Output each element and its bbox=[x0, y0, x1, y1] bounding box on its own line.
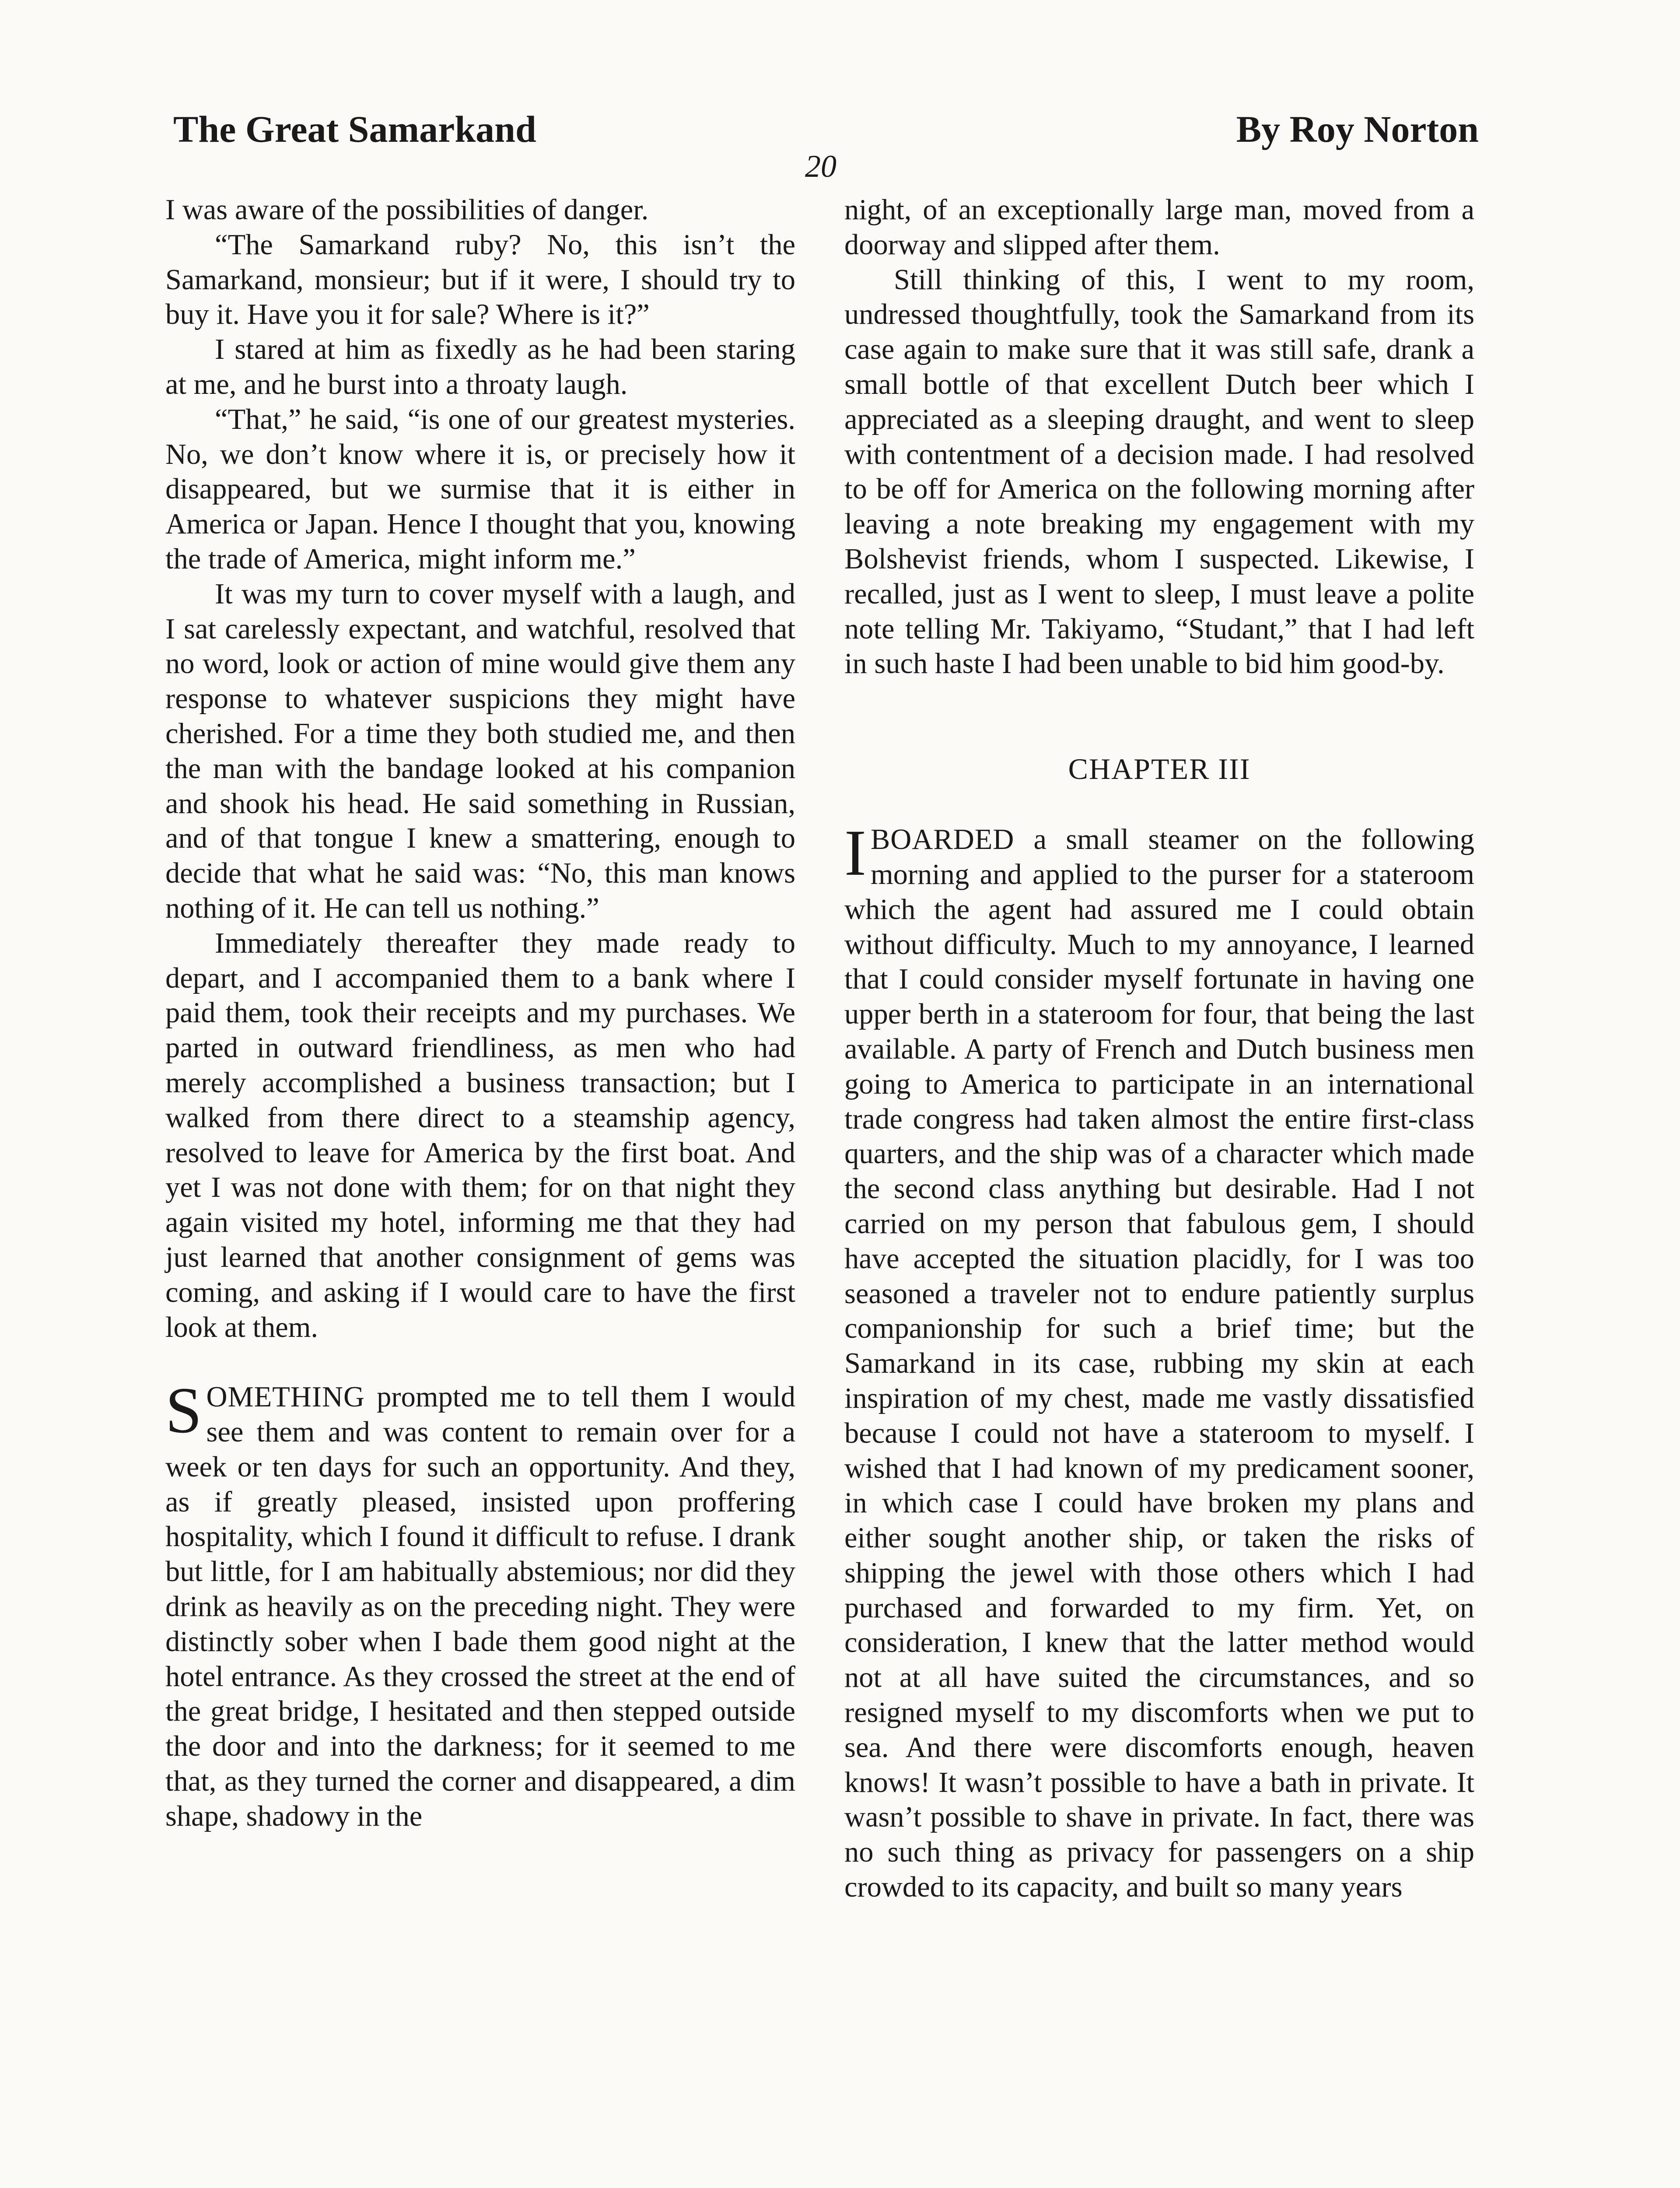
paragraph: “The Samarkand ruby? No, this isn’t the Samarkand, monsieur; but if it were, I should try to buy it. Have you it for sale? Where is it?” bbox=[165, 228, 795, 331]
paragraph: I was aware of the possibilities of danger. bbox=[165, 194, 649, 226]
paragraph: Still thinking of this, I went to my room, undressed thoughtfully, took the Samarkand from its case again to make sure that it was still safe, drank a small bottle of that excellent Dutch beer which I appreciated as a sleeping draught, and went to sleep with contentment of a decision made. I had resolved to be off for America on the following morning after leaving a note breaking my engagement with my Bolshevist friends, whom I suspected. Likewise, I recalled, just as I went to sleep, I must leave a polite note telling Mr. Takiyamo, “Studant,” that I had left in such haste I had been unable to bid him good-by. bbox=[844, 263, 1474, 680]
paragraph: I stared at him as fixedly as he had been staring at me, and he burst into a throaty laugh. bbox=[165, 333, 795, 400]
paragraph: It was my turn to cover myself with a laugh, and I sat carelessly expectant, and watchful, resolved that no word, look or action of mine would give them any response to whatever suspicions they might have cherished. For a time they both studied me, and then the man with the bandage looked at his companion and shook his head. He said something in Russian, and of that tongue I knew a smattering, enough to decide that what he said was: “No, this man knows nothing of it. He can tell us nothing.” bbox=[165, 578, 795, 924]
small-caps-lead: BOARDED bbox=[870, 824, 1015, 856]
paragraph-text: a small steamer on the following morning and applied to the purser for a stateroom which the agent had assured me I could obtain without difficulty. Much to my annoyance, I learned that I could consider myself fortunate in having one upper berth in a stateroom for four, that being the last available. A party of French and Dutch business men going to America to participate in an international trade congress had taken almost the entire first-class quarters, and the ship was of a character which made the second class anything but desirable. Had I not carried on my person that fabulous gem, I should have accepted the situation placidly, for I was too seasoned a traveler not to endure patiently surplus companionship for such a brief time; but the Samarkand in its case, rubbing my skin at each inspiration of my chest, made me vastly dissatisfied because I could not have a stateroom to myself. I wished that I had known of my predicament sooner, in which case I could have broken my plans and either sought another ship, or taken the risks of shipping the jewel with those others which I had purchased and forwarded to my firm. Yet, on consideration, I knew that the latter method would not at all have suited the circumstances, and so resigned myself to my discomforts when we put to sea. And there were discomforts enough, heaven knows! It wasn’t possible to have a bath in private. It wasn’t possible to shave in private. In fact, there was no such thing as privacy for passengers on a ship crowded to its capacity, and built so many years bbox=[844, 824, 1474, 1904]
small-caps-lead: OMETHING bbox=[206, 1381, 365, 1413]
drop-cap: S bbox=[165, 1374, 202, 1447]
drop-cap: I bbox=[844, 817, 866, 890]
paragraph: “That,” he said, “is one of our greatest mysteries. No, we don’t know where it is, or precisely how it disappeared, but we surmise that it is either in America or Japan. Hence I thought that you, knowing the trade of America, might inform me.” bbox=[165, 403, 795, 575]
paragraph: Immediately thereafter they made ready to depart, and I accompanied them to a bank where I paid them, took their receipts and my purchases. We parted in outward friendliness, as men who had merely accomplished a business transaction; but I walked from there direct to a steamship agency, resolved to leave for America by the first boat. And yet I was not done with them; for on that night they again visited my hotel, informing me that they had just learned that another consignment of gems was coming, and asking if I would care to have the first look at them. bbox=[165, 927, 795, 1343]
page-number: 20 bbox=[805, 149, 836, 184]
story-author: By Roy Norton bbox=[1236, 108, 1479, 150]
paragraph-text: prompted me to tell them I would see them and was content to remain over for a week or ten days for such an opportunity. And they, as if greatly pleased, insisted upon proffering hospitality, which I found it difficult to refuse. I drank but little, for I am habitually abstemious; nor did they drink as heavily as on the preceding night. They were distinctly sober when I bade them good night at the hotel entrance. As they crossed the street at the end of the great bridge, I hesitated and then stepped outside the door and into the darkness; for it seemed to me that, as they turned the corner and disappeared, a dim shape, shadowy in the bbox=[165, 1381, 795, 1832]
left-column bbox=[165, 193, 795, 1834]
right-column bbox=[844, 193, 1474, 1905]
section-break-paragraph bbox=[165, 1374, 795, 1834]
chapter-opening-paragraph bbox=[844, 817, 1474, 1905]
story-title: The Great Samarkand bbox=[173, 108, 536, 150]
paragraph: night, of an exceptionally large man, moved from a doorway and slipped after them. bbox=[844, 194, 1474, 261]
chapter-heading: CHAPTER III bbox=[1068, 752, 1251, 786]
